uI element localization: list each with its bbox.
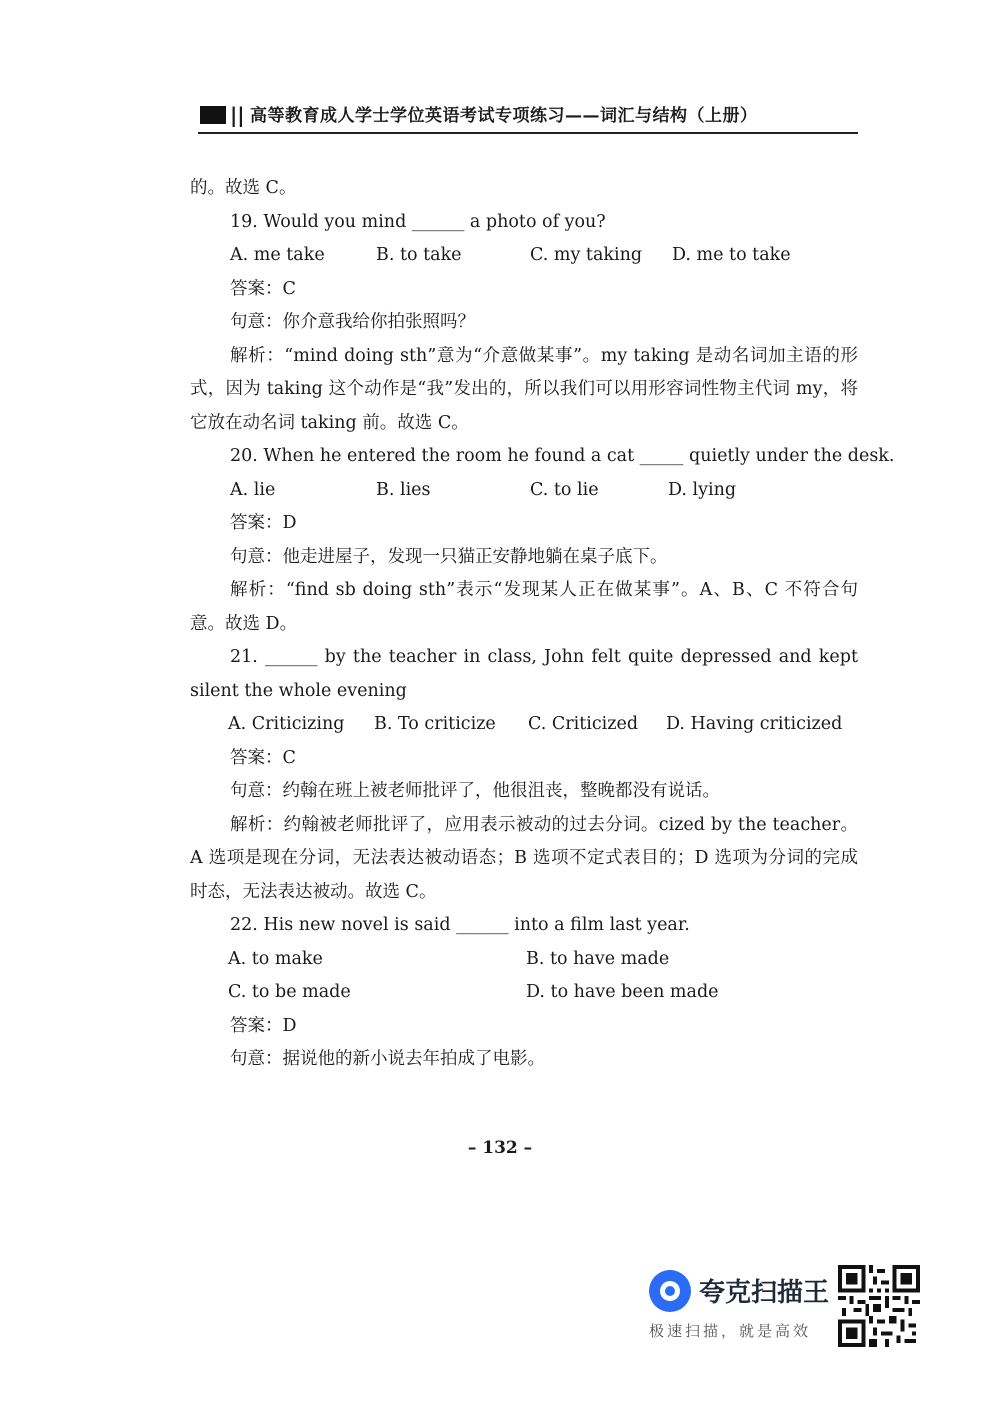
- option-a: A. to make: [228, 948, 323, 969]
- running-header: [198, 100, 858, 134]
- scanner-slogan: 极速扫描，就是高效: [649, 1322, 812, 1340]
- page-number: – 132 –: [467, 1138, 533, 1158]
- option-b: B. lies: [376, 479, 431, 500]
- option-c: C. my taking: [530, 245, 643, 265]
- page-content: [190, 172, 895, 1077]
- option-c: C. to be made: [228, 982, 351, 1002]
- option-d: D. me to take: [672, 245, 791, 265]
- option-c: C. Criticized: [528, 714, 639, 734]
- question-19: 19. Would you mind ______ a photo of you?: [230, 211, 606, 232]
- header-bars: ||: [230, 103, 245, 127]
- question-19-options: [190, 239, 858, 273]
- option-a: A. me take: [230, 245, 325, 265]
- question-22-options-row2: [190, 976, 858, 1010]
- answer: 答案：C: [230, 747, 296, 768]
- option-a: A. Criticizing: [228, 714, 345, 734]
- header-title: 高等教育成人学士学位英语考试专项练习——词汇与结构（上册）: [250, 106, 758, 126]
- meaning: 句意：约翰在班上被老师批评了，他很沮丧，整晚都没有说话。: [230, 781, 720, 801]
- option-d: D. to have been made: [526, 982, 719, 1002]
- option-b: B. to have made: [526, 948, 670, 969]
- option-c: C. to lie: [530, 479, 599, 500]
- header-block-mark: [200, 106, 226, 124]
- qr-code-icon: [838, 1265, 920, 1347]
- meaning: 句意：据说他的新小说去年拍成了电影。: [230, 1049, 545, 1069]
- option-a: A. lie: [230, 479, 276, 500]
- analysis: 解析：“find sb doing sth”表示“发现某人正在做某事”。A、B、C 不符合句意。故选 D。: [190, 580, 858, 634]
- question-21: 21. ______ by the teacher in class, John felt quite depressed and kept silent the whole evening: [190, 647, 858, 701]
- answer: 答案：D: [230, 513, 297, 533]
- option-b: B. To criticize: [374, 714, 496, 734]
- scanner-app-name: 夸克扫描王: [699, 1278, 830, 1308]
- question-20-options: [190, 474, 858, 508]
- option-d: D. lying: [668, 479, 737, 500]
- question-22-options-row1: [190, 943, 858, 977]
- answer: 答案：D: [230, 1015, 297, 1036]
- scanner-logo-icon: [649, 1270, 691, 1312]
- question-20: 20. When he entered the room he found a cat _____ quietly under the desk.: [230, 446, 895, 466]
- meaning: 句意：他走进屋子，发现一只猫正安静地躺在桌子底下。: [230, 546, 668, 567]
- option-b: B. to take: [376, 245, 462, 265]
- analysis: 解析：约翰被老师批评了，应用表示被动的过去分词。cized by the teacher。A 选项是现在分词，无法表达被动语态；B 选项不定式表目的；D 选项为分词的完成时态，无法表达被动。故选 C。: [190, 814, 858, 902]
- question-22: 22. His new novel is said ______ into a film last year.: [230, 915, 690, 935]
- answer: 答案：C: [230, 278, 296, 299]
- question-21-options: [190, 708, 858, 742]
- option-d: D. Having criticized: [666, 714, 843, 734]
- analysis: 解析：“mind doing sth”意为“介意做某事”。my taking 是动名词加主语的形式，因为 taking 这个动作是“我”发出的，所以我们可以用形容词性物主代词 my，将它放在动名词 taking 前。故选 C。: [190, 345, 858, 433]
- intro-line: 的。故选 C。: [190, 178, 297, 198]
- meaning: 句意：你介意我给你拍张照吗？: [230, 312, 475, 332]
